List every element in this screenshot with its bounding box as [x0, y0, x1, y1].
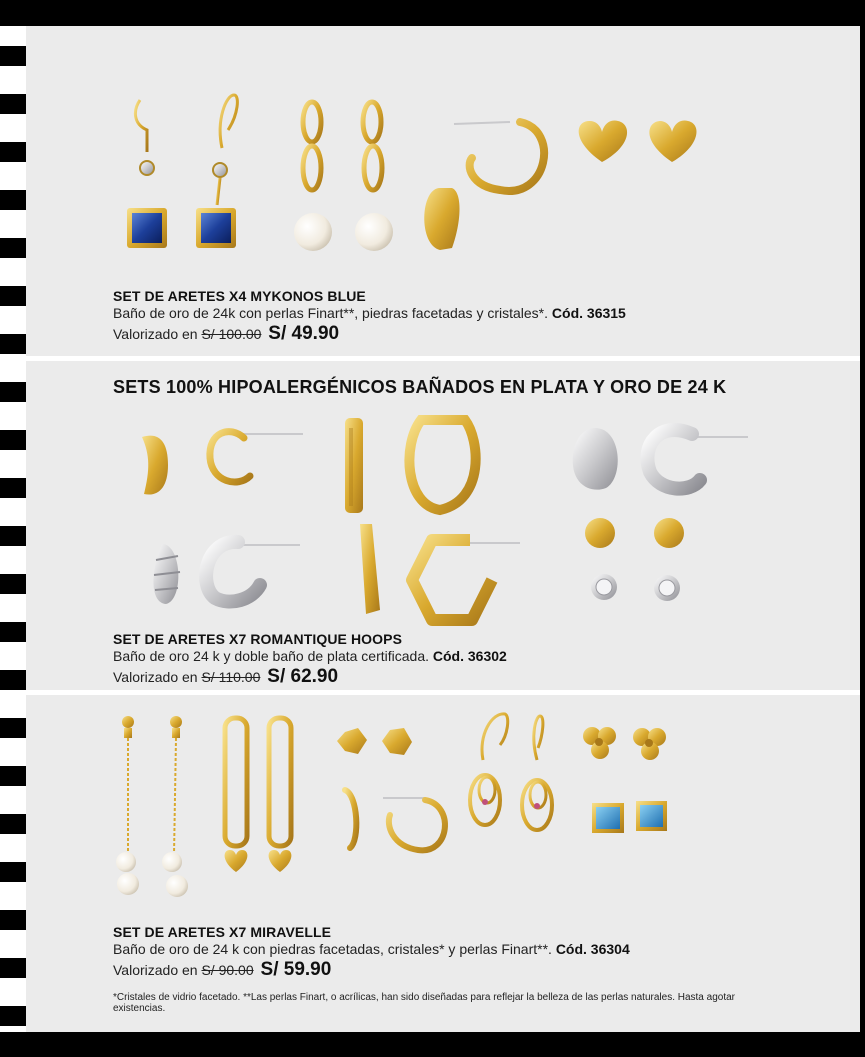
textured-gold-hoop-side: [345, 418, 363, 513]
product-description-miravelle: [113, 941, 630, 957]
gold-hexagon-hoop: [412, 540, 520, 620]
gold-flower-stud-left: [583, 727, 616, 759]
new-price: S/ 49.90: [268, 323, 340, 344]
old-price: S/ 110.00: [201, 669, 261, 685]
product-code: Cód. 36304: [555, 941, 630, 957]
price-prefix: Valorizado en: [113, 962, 198, 978]
gold-heart-stud-left: [579, 121, 627, 162]
description-text: Baño de oro 24 k y doble baño de plata certificada.: [113, 648, 429, 664]
gold-flower-stud-right: [633, 728, 666, 760]
description-text: Baño de oro de 24k con perlas Finart**, piedras facetadas y cristales*.: [113, 305, 549, 321]
aqua-square-stud-left: [592, 803, 624, 833]
pearl-drop-earring-right: [162, 716, 188, 897]
silver-chunky-hoop: [647, 430, 748, 489]
pearl-drop-earring-left: [116, 716, 139, 895]
gold-hoop-earring-small: [424, 188, 459, 250]
price-line-romantique: [113, 666, 338, 688]
product-code: Cód. 36302: [432, 648, 507, 664]
textured-gold-hoop-front: [409, 420, 475, 510]
crystal-stud-left: [591, 574, 617, 600]
aqua-square-stud-right: [636, 801, 667, 831]
gold-faceted-stud-left: [337, 728, 367, 754]
gold-hoop-with-post-small: [383, 798, 445, 850]
mykonos-blue-drop-earring-left: [127, 100, 167, 248]
hypoallergenic-headline: SETS 100% HIPOALERGÉNICOS BAÑADOS EN PLATA Y ORO DE 24 K: [113, 377, 727, 397]
gold-ball-stud-left: [585, 518, 615, 548]
gold-bar-heart-earring-right: [269, 718, 292, 872]
price-line-miravelle: [113, 959, 331, 981]
silver-twisted-hoop-with-post: [206, 542, 300, 602]
new-price: S/ 62.90: [267, 666, 339, 687]
price-line-mykonos: [113, 323, 339, 345]
product-description-romantique: [113, 648, 507, 664]
mykonos-blue-drop-earring-right: [196, 95, 237, 248]
old-price: S/ 90.00: [201, 962, 254, 978]
product-description-mykonos: [113, 305, 626, 321]
product-title-mykonos: SET DE ARETES X4 MYKONOS BLUE: [113, 288, 366, 304]
pearl-chain-earring-left: [294, 102, 332, 251]
gold-slim-hoop-side: [360, 524, 380, 614]
silver-twisted-huggie: [153, 544, 180, 604]
price-prefix: Valorizado en: [113, 326, 198, 342]
gold-ball-stud-right: [654, 518, 684, 548]
gold-huggie-cuff: [142, 436, 168, 495]
silver-dome-earring: [573, 428, 618, 490]
gold-mini-hoop-with-post: [210, 432, 303, 482]
gold-faceted-stud-right: [382, 728, 412, 755]
price-prefix: Valorizado en: [113, 669, 198, 685]
product-code: Cód. 36315: [551, 305, 626, 321]
product-title-miravelle: SET DE ARETES X7 MIRAVELLE: [113, 924, 332, 940]
gold-oval-drop-earring-left: [470, 714, 508, 825]
product-title-romantique: SET DE ARETES X7 ROMANTIQUE HOOPS: [113, 631, 403, 647]
gold-oval-drop-earring-right: [522, 716, 552, 830]
crystal-stud-right: [654, 575, 680, 601]
new-price: S/ 59.90: [260, 959, 332, 980]
gold-heart-stud-right: [649, 121, 696, 162]
old-price: S/ 100.00: [201, 326, 262, 342]
bottom-border: [0, 1032, 865, 1057]
gold-slim-hoop-side-small: [345, 790, 356, 848]
description-text: Baño de oro de 24 k con piedras facetadas, cristales* y perlas Finart**.: [113, 941, 552, 957]
pearl-chain-earring-right: [355, 102, 393, 251]
gold-hoop-earring-open: [454, 122, 544, 191]
footnote: *Cristales de vidrio facetado. **Las perlas Finart, o acrílicas, han sido diseñadas para reflejar la belleza de las perlas naturales. Hasta agotar existencias.: [113, 992, 736, 1014]
gold-bar-heart-earring-left: [225, 718, 248, 872]
